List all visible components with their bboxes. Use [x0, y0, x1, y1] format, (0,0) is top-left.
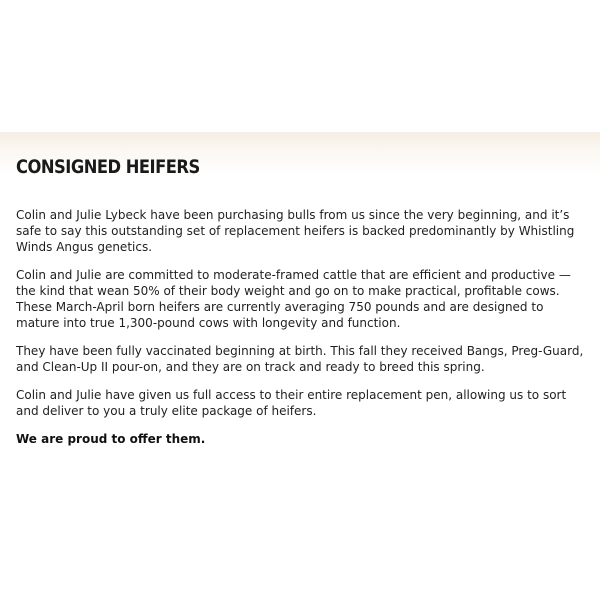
- paragraph-4: Colin and Julie have given us full access to their entire replacement pen, allowing us to sort and deliver to you a truly elite package of heifers.: [16, 388, 567, 418]
- section-heading: CONSIGNED HEIFERS: [16, 156, 200, 178]
- paragraph-3: They have been fully vaccinated beginning at birth. This fall they received Bangs, Preg-Guard, and Clean-Up II pour-on, and they are on track and ready to breed this spring.: [16, 344, 584, 374]
- paragraph-1: Colin and Julie Lybeck have been purchasing bulls from us since the very beginning, and it’s safe to say this outstanding set of replacement heifers is backed predominantly by Whistling Winds Angus genetics.: [16, 208, 575, 254]
- closing-statement: We are proud to offer them.: [16, 432, 206, 446]
- paragraph-2: Colin and Julie are committed to moderate-framed cattle that are efficient and productive — the kind that wean 50% of their body weight and go on to make practical, profitable cows. These March-April born heifers are currently averaging 750 pounds and are designed to mature into true 1,300-pound cows with longevity and function.: [16, 268, 571, 330]
- section-body: [16, 207, 588, 459]
